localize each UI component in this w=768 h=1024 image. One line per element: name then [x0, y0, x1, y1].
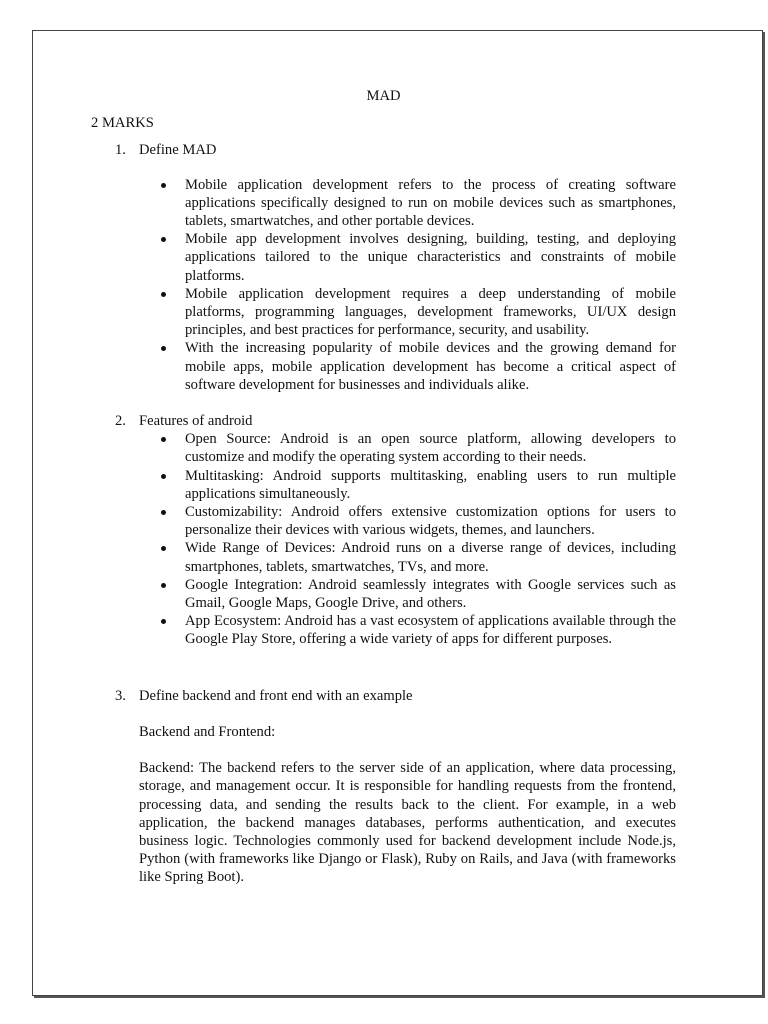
list-item: Multitasking: Android supports multitasking, enabling users to run multiple applications simultaneously. [91, 467, 676, 503]
list-item: Mobile app development involves designing, building, testing, and deploying applications tailored to the unique characteristics and constraints of mobile platforms. [91, 230, 676, 285]
document-content [91, 87, 676, 887]
subheading: Backend and Frontend: [139, 723, 276, 740]
section-heading: 2 MARKS [91, 115, 154, 132]
list-item: App Ecosystem: Android has a vast ecosystem of applications available through the Google Play Store, offering a wide variety of apps for different purposes. [91, 612, 676, 648]
question-3-heading [91, 687, 676, 705]
question-1-heading [91, 141, 676, 159]
list-item: With the increasing popularity of mobile devices and the growing demand for mobile apps, mobile application development has become a critical aspect of software development for businesses and individuals alike. [91, 339, 676, 394]
body-paragraph: Backend: The backend refers to the server side of an application, where data processing, storage, and management occur. It is responsible for handling requests from the frontend, processing data, and sending the results back to the client. For example, in a web application, the backend manages databases, performs authentication, and executes business logic. Technologies commonly used for backend development include Node.js, Python (with frameworks like Django or Flask), Ruby on Rails, and Java (with frameworks like Spring Boot). [139, 760, 676, 886]
bullet-icon [161, 546, 166, 551]
question-1-bullets [91, 176, 676, 394]
question-number: 1. [115, 142, 126, 159]
bullet-icon [161, 474, 166, 479]
list-item: Open Source: Android is an open source platform, allowing developers to customize and modify the operating system according to their needs. [91, 430, 676, 466]
bullet-icon [161, 583, 166, 588]
question-number: 3. [115, 687, 126, 704]
bullet-icon [161, 437, 166, 442]
bullet-icon [161, 619, 166, 624]
question-number: 2. [115, 413, 126, 430]
list-item: Mobile application development refers to the process of creating software applications specifically designed to run on mobile devices such as smartphones, tablets, smartwatches, and other portable devices. [91, 176, 676, 231]
question-title: Features of android [139, 413, 253, 430]
bullet-icon [161, 183, 166, 188]
bullet-icon [161, 510, 166, 515]
list-item: Mobile application development requires a deep understanding of mobile platforms, programming languages, development frameworks, UI/UX design principles, and best practices for performance, security, and usability. [91, 285, 676, 340]
question-title: Define backend and front end with an example [139, 687, 413, 704]
bullet-icon [161, 346, 166, 351]
list-item: Google Integration: Android seamlessly integrates with Google services such as Gmail, Google Maps, Google Drive, and others. [91, 576, 676, 612]
question-2-bullets [91, 430, 676, 648]
list-item: Customizability: Android offers extensive customization options for users to personalize their devices with various widgets, themes, and launchers. [91, 503, 676, 539]
question-title: Define MAD [139, 142, 217, 159]
bullet-icon [161, 237, 166, 242]
list-item: Wide Range of Devices: Android runs on a diverse range of devices, including smartphones, tablets, smartwatches, TVs, and more. [91, 539, 676, 575]
document-title: MAD [366, 88, 401, 104]
bullet-icon [161, 292, 166, 297]
question-2-heading [91, 412, 676, 430]
